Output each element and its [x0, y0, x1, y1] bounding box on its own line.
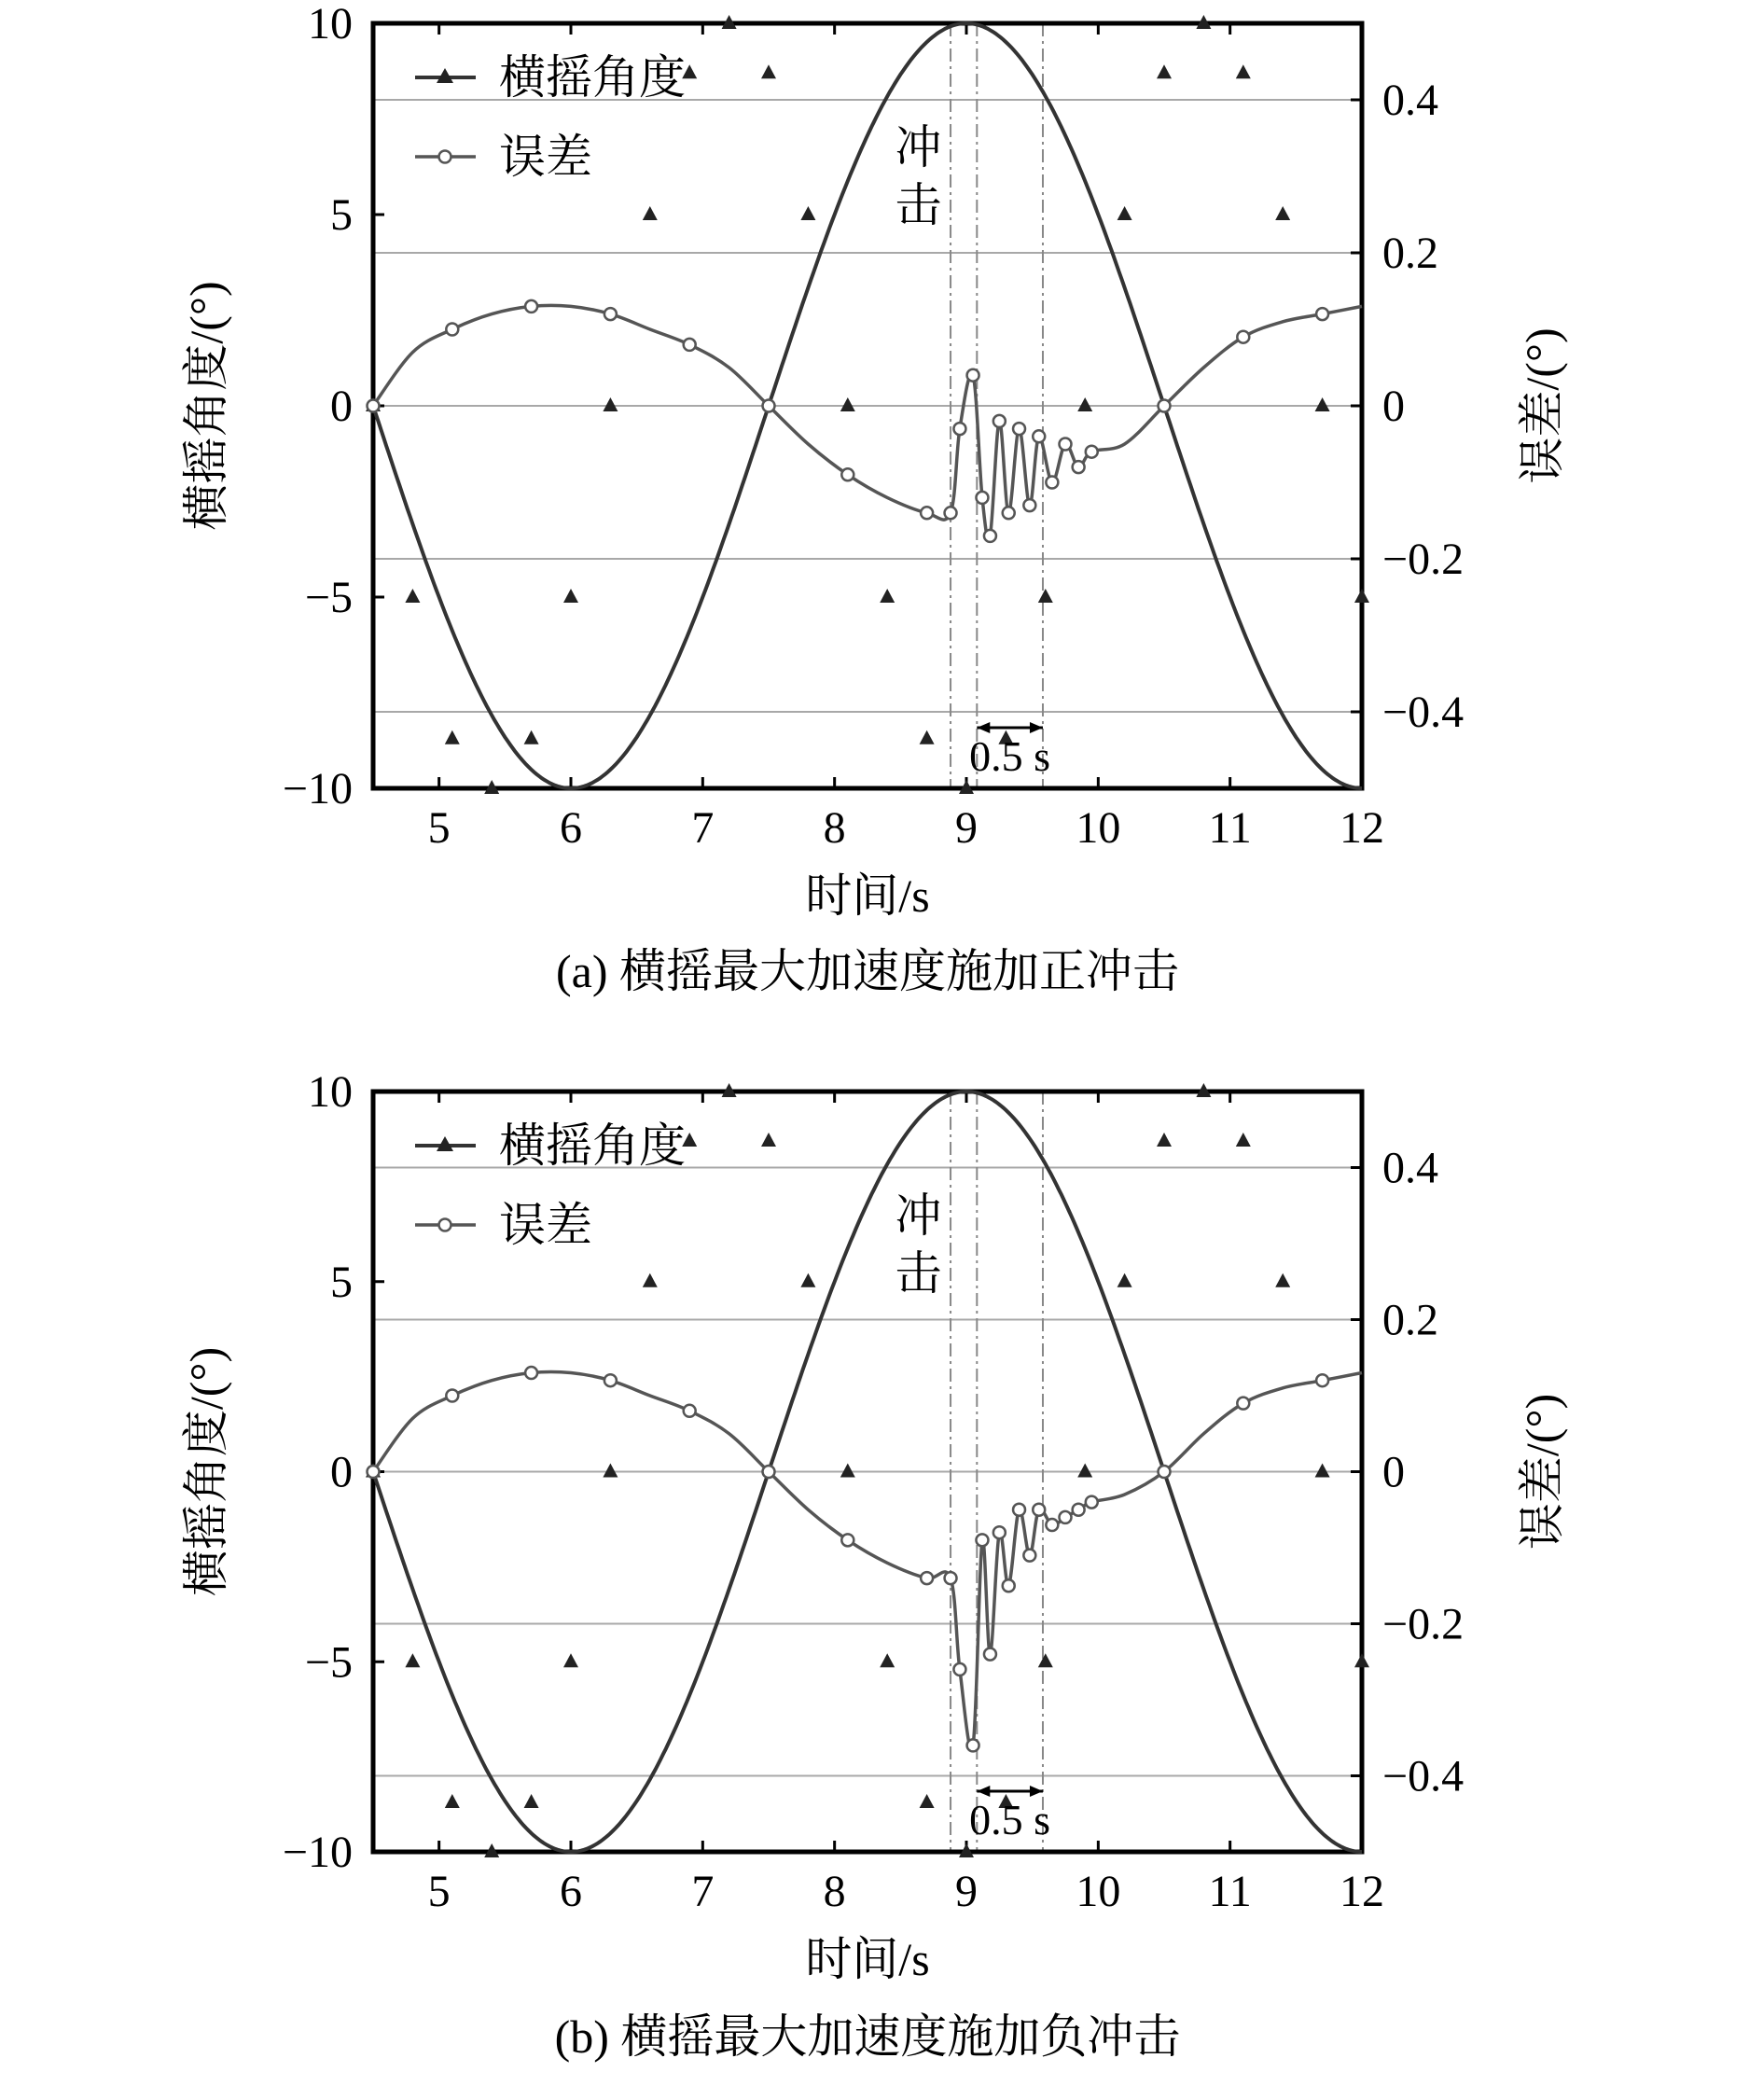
- chart-panel-a: [180, 0, 1568, 997]
- data-point-triangle: [524, 1794, 539, 1808]
- x-tick-label: 5: [427, 803, 451, 853]
- data-point-circle: [1046, 1519, 1058, 1531]
- y-left-tick-label: −10: [282, 764, 353, 814]
- x-tick-label: 10: [1076, 803, 1121, 853]
- x-tick-label: 6: [560, 803, 582, 853]
- data-point-circle: [1073, 1504, 1085, 1516]
- data-point-circle: [1003, 507, 1015, 519]
- y-left-tick-label: 5: [330, 190, 353, 240]
- y-left-axis-label: 横摇角度/(°): [180, 1346, 232, 1597]
- grid-lines: [373, 1168, 1362, 1776]
- data-point-circle: [525, 1367, 537, 1379]
- data-point-triangle: [405, 589, 420, 603]
- figure-caption: (b) 横摇最大加速度施加负冲击: [554, 2010, 1181, 2063]
- data-point-circle: [945, 1572, 957, 1584]
- data-point-triangle: [1117, 1273, 1132, 1287]
- data-point-triangle: [1236, 64, 1251, 78]
- y-left-tick-label: 0: [330, 1447, 353, 1497]
- y-right-tick-label: 0: [1382, 382, 1405, 431]
- data-point-circle: [993, 1526, 1006, 1538]
- data-point-triangle: [1038, 589, 1053, 603]
- chart-panel-b: [180, 1067, 1568, 2063]
- y-right-tick-label: −0.4: [1382, 688, 1465, 737]
- data-point-triangle: [1354, 1653, 1369, 1667]
- x-tick-label: 9: [955, 1867, 978, 1916]
- data-point-circle: [1086, 446, 1098, 458]
- annotation-impact-char-1: 冲: [895, 121, 942, 174]
- data-point-triangle: [840, 397, 855, 411]
- x-tick-label: 12: [1340, 1867, 1384, 1916]
- y-left-tick-label: 10: [308, 0, 353, 49]
- data-point-circle: [1033, 1504, 1045, 1516]
- x-tick-label: 10: [1076, 1867, 1121, 1916]
- y-left-axis-label: 横摇角度/(°): [180, 281, 232, 531]
- data-point-circle: [1159, 1466, 1171, 1478]
- data-point-circle: [684, 339, 696, 351]
- data-point-triangle: [1157, 64, 1172, 78]
- data-point-triangle: [761, 64, 776, 78]
- data-point-triangle: [405, 1653, 420, 1667]
- y-left-tick-label: −5: [304, 573, 353, 622]
- x-tick-label: 9: [955, 803, 978, 853]
- data-point-circle: [953, 423, 965, 435]
- data-point-circle: [967, 369, 979, 382]
- data-point-triangle: [1275, 206, 1290, 220]
- data-point-triangle: [563, 589, 578, 603]
- data-point-circle: [984, 1648, 996, 1661]
- data-point-triangle: [563, 1653, 578, 1667]
- annotation-impact-char-1: 冲: [895, 1189, 942, 1242]
- data-point-circle: [1316, 308, 1328, 320]
- x-axis-label: 时间/s: [805, 869, 930, 922]
- legend-marker-circle: [439, 151, 451, 163]
- series-line: [373, 305, 1362, 539]
- interval-label: 0.5 s: [969, 732, 1051, 780]
- data-point-circle: [446, 1390, 458, 1402]
- data-point-circle: [1159, 400, 1171, 412]
- data-point-circle: [841, 468, 854, 480]
- y-right-tick-label: −0.4: [1382, 1751, 1465, 1801]
- data-point-circle: [1237, 1398, 1249, 1410]
- y-left-tick-label: 5: [330, 1257, 353, 1307]
- data-point-triangle: [603, 1464, 618, 1478]
- x-tick-label: 11: [1208, 1867, 1252, 1916]
- data-point-circle: [1060, 1511, 1072, 1523]
- interval-label: 0.5 s: [969, 1796, 1051, 1843]
- data-point-circle: [684, 1405, 696, 1417]
- y-left-tick-label: −5: [304, 1637, 353, 1688]
- y-right-axis-label: 误差/(°): [1516, 1393, 1568, 1551]
- annotation-impact-char-2: 击: [895, 179, 942, 231]
- data-point-circle: [368, 400, 380, 412]
- data-point-circle: [976, 492, 988, 504]
- data-point-circle: [967, 1739, 979, 1751]
- data-point-circle: [1033, 430, 1045, 442]
- x-tick-label: 12: [1340, 803, 1384, 853]
- data-point-circle: [984, 530, 996, 542]
- y-left-tick-label: 0: [330, 382, 353, 431]
- data-point-triangle: [920, 730, 935, 744]
- data-point-circle: [921, 1572, 933, 1584]
- data-point-triangle: [1117, 206, 1132, 220]
- legend-marker-circle: [439, 1219, 451, 1231]
- data-point-triangle: [800, 206, 815, 220]
- data-point-circle: [604, 1374, 617, 1386]
- figure-caption: (a) 横摇最大加速度施加正冲击: [556, 945, 1179, 997]
- legend: [415, 51, 686, 183]
- data-point-triangle: [920, 1794, 935, 1808]
- data-point-triangle: [1157, 1133, 1172, 1147]
- data-point-circle: [1086, 1496, 1098, 1509]
- data-point-circle: [953, 1663, 965, 1676]
- data-point-circle: [763, 400, 775, 412]
- y-right-tick-label: 0.4: [1382, 1143, 1438, 1193]
- data-point-circle: [921, 507, 933, 519]
- data-point-circle: [525, 300, 537, 313]
- data-point-triangle: [643, 1273, 658, 1287]
- data-point-circle: [1003, 1579, 1015, 1592]
- data-point-triangle: [1315, 1464, 1330, 1478]
- x-axis-label: 时间/s: [805, 1933, 930, 1985]
- y-right-tick-label: 0.2: [1382, 229, 1438, 278]
- data-point-triangle: [1077, 397, 1092, 411]
- data-point-circle: [1237, 331, 1249, 343]
- series-line: [373, 1372, 1362, 1750]
- y-right-tick-label: 0: [1382, 1447, 1405, 1497]
- data-point-circle: [1060, 438, 1072, 451]
- series-error: [368, 1367, 1363, 1751]
- x-tick-label: 7: [691, 803, 715, 853]
- legend-label-roll-angle: 横摇角度: [499, 1120, 686, 1172]
- data-point-circle: [1023, 1550, 1035, 1562]
- y-right-tick-label: −0.2: [1382, 535, 1465, 584]
- x-tick-label: 5: [427, 1867, 451, 1916]
- x-tick-label: 8: [823, 1867, 846, 1916]
- data-point-triangle: [1354, 589, 1369, 603]
- annotation-impact-char-2: 击: [895, 1247, 942, 1300]
- x-tick-label: 8: [823, 803, 846, 853]
- data-point-triangle: [1077, 1464, 1092, 1478]
- data-point-circle: [993, 415, 1006, 427]
- data-point-triangle: [603, 397, 618, 411]
- grid-lines: [373, 100, 1362, 712]
- y-right-tick-label: 0.4: [1382, 76, 1438, 125]
- data-point-circle: [945, 507, 957, 519]
- data-point-circle: [1013, 1504, 1025, 1516]
- x-tick-label: 7: [691, 1867, 715, 1916]
- data-point-triangle: [1275, 1273, 1290, 1287]
- data-point-triangle: [800, 1273, 815, 1287]
- data-point-triangle: [880, 1653, 895, 1667]
- data-point-circle: [763, 1466, 775, 1478]
- data-point-circle: [604, 308, 617, 320]
- data-point-triangle: [840, 1464, 855, 1478]
- data-point-triangle: [1236, 1133, 1251, 1147]
- data-point-triangle: [643, 206, 658, 220]
- data-point-circle: [841, 1534, 854, 1546]
- data-point-triangle: [880, 589, 895, 603]
- x-tick-label: 11: [1208, 803, 1252, 853]
- series-error: [368, 300, 1363, 542]
- data-point-circle: [1013, 423, 1025, 435]
- y-right-tick-label: −0.2: [1382, 1599, 1465, 1649]
- y-left-tick-label: 10: [308, 1067, 353, 1117]
- y-right-axis-label: 误差/(°): [1516, 327, 1568, 484]
- data-point-triangle: [1038, 1653, 1053, 1667]
- data-point-triangle: [524, 730, 539, 744]
- data-point-triangle: [761, 1133, 776, 1147]
- data-point-circle: [1073, 461, 1085, 473]
- y-right-tick-label: 0.2: [1382, 1295, 1438, 1345]
- legend-label-error: 误差: [499, 1199, 592, 1251]
- y-left-tick-label: −10: [282, 1828, 353, 1877]
- legend-label-roll-angle: 横摇角度: [499, 51, 686, 104]
- legend: [415, 1120, 686, 1251]
- data-point-triangle: [445, 730, 460, 744]
- data-point-triangle: [1315, 397, 1330, 411]
- data-point-circle: [976, 1534, 988, 1546]
- data-point-circle: [1023, 499, 1035, 511]
- data-point-circle: [1316, 1374, 1328, 1386]
- legend-label-error: 误差: [499, 131, 592, 183]
- data-point-triangle: [445, 1794, 460, 1808]
- data-point-circle: [368, 1466, 380, 1478]
- data-point-circle: [1046, 477, 1058, 489]
- x-tick-label: 6: [560, 1867, 582, 1916]
- data-point-circle: [446, 324, 458, 336]
